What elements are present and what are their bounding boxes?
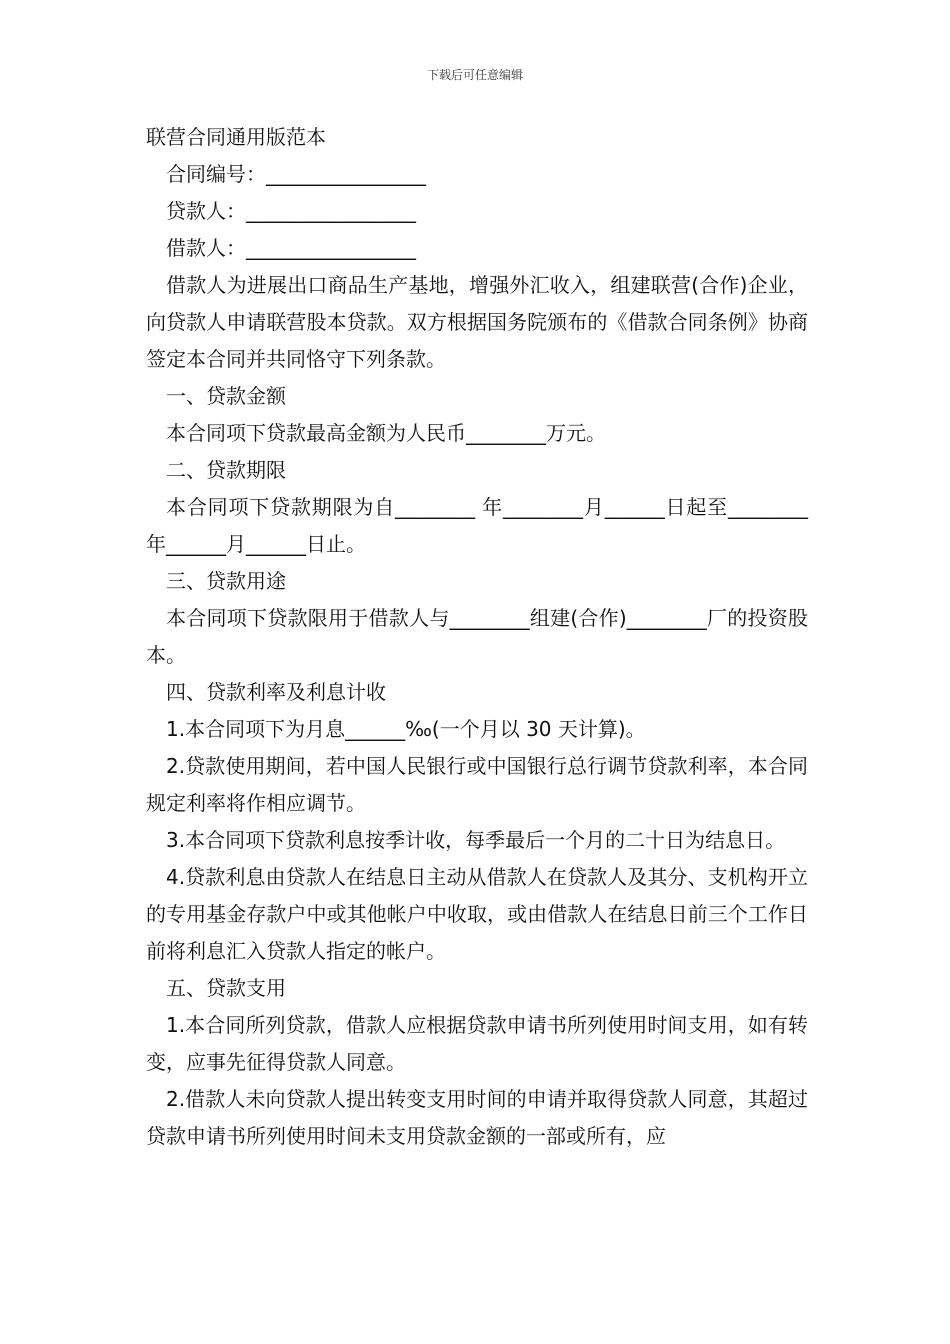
- document-body: [146, 119, 808, 1155]
- document-title: 联营合同通用版范本: [146, 125, 326, 149]
- section-heading: 一、贷款金额: [166, 384, 286, 408]
- section-paragraph: 3.本合同项下贷款利息按季计收，每季最后一个月的二十日为结息日。: [166, 828, 786, 852]
- page-header: 下载后可任意编辑: [426, 68, 523, 82]
- section-paragraph: 2.贷款使用期间，若中国人民银行或中国银行总行调节贷款利率，本合同规定利率将作相应调节。: [146, 754, 808, 815]
- field-borrower: 借款人：_________________: [166, 236, 416, 260]
- section-paragraph: 2.借款人未向贷款人提出转变支用时间的申请并取得贷款人同意，其超过贷款申请书所列使用时间未支用贷款金额的一部或所有，应: [146, 1087, 808, 1148]
- section-paragraph: 本合同项下贷款期限为自________ 年________月______日起至________年______月______日止。: [146, 495, 808, 556]
- field-contract-number: 合同编号：________________: [166, 162, 426, 186]
- section-heading: 二、贷款期限: [166, 458, 286, 482]
- section-paragraph: 本合同项下贷款限用于借款人与________组建(合作)________厂的投资股本。: [146, 606, 808, 667]
- section-heading: 五、贷款支用: [166, 976, 286, 1000]
- section-paragraph: 1.本合同项下为月息______‰(一个月以 30 天计算)。: [166, 717, 646, 741]
- section-heading: 四、贷款利率及利息计收: [166, 680, 386, 704]
- section-paragraph: 4.贷款利息由贷款人在结息日主动从借款人在贷款人及其分、支机构开立的专用基金存款户中或其他帐户中收取，或由借款人在结息日前三个工作日前将利息汇入贷款人指定的帐户。: [146, 865, 808, 963]
- intro-paragraph: 借款人为进展出口商品生产基地，增强外汇收入，组建联营(合作)企业，向贷款人申请联营股本贷款。双方根据国务院颁布的《借款合同条例》协商签定本合同并共同恪守下列条款。: [146, 273, 808, 371]
- section-heading: 三、贷款用途: [166, 569, 286, 593]
- field-lender: 贷款人：_________________: [166, 199, 416, 223]
- section-paragraph: 1.本合同所列贷款，借款人应根据贷款申请书所列使用时间支用，如有转变，应事先征得贷款人同意。: [146, 1013, 808, 1074]
- section-paragraph: 本合同项下贷款最高金额为人民币________万元。: [166, 421, 606, 445]
